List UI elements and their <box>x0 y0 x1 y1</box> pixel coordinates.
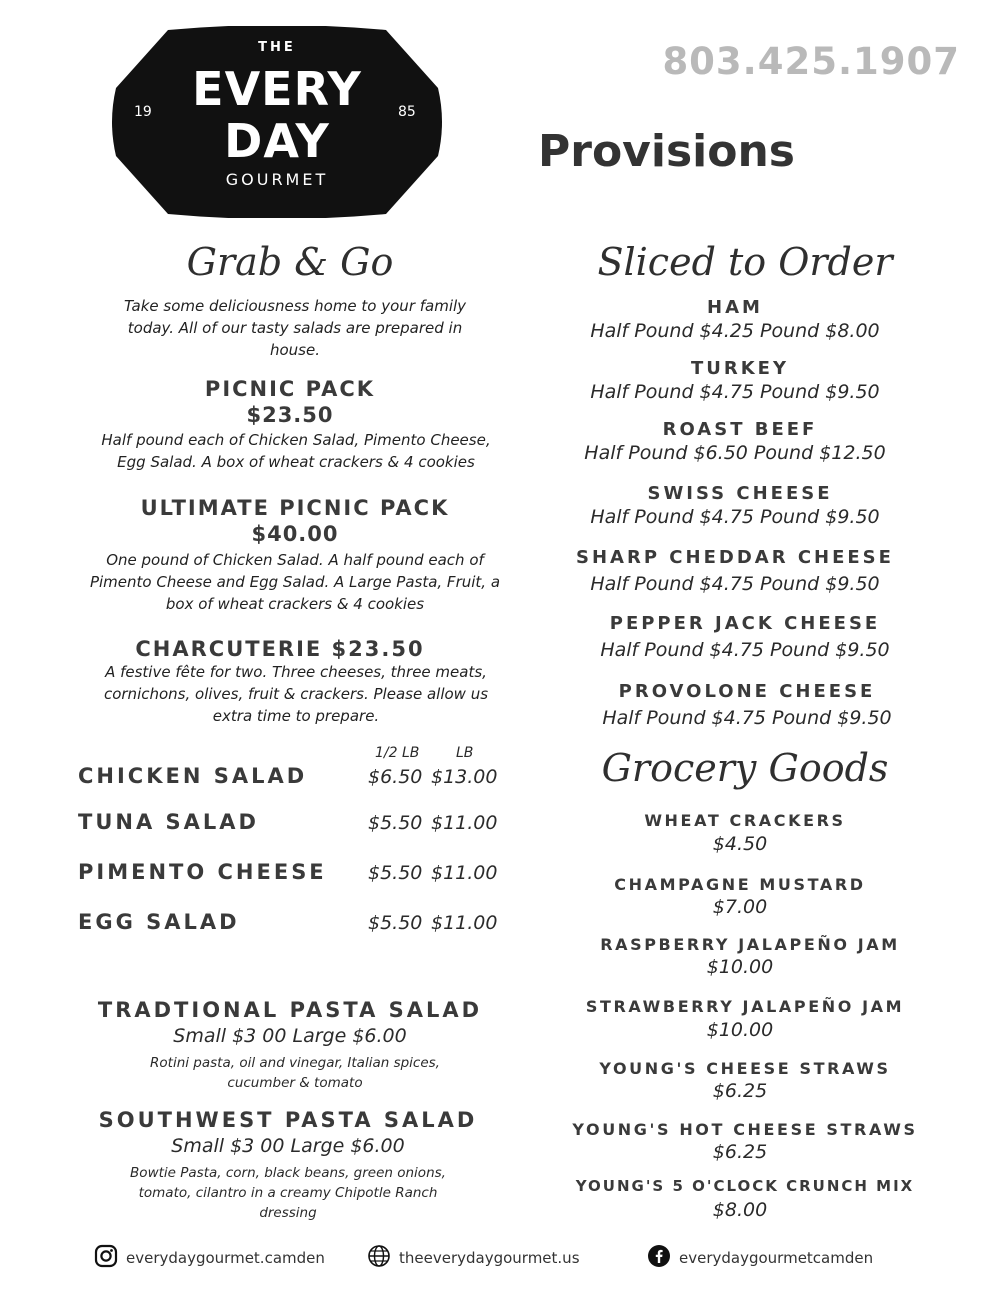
sliced-item-prices: Half Pound $4.25 Pound $8.00 <box>590 320 880 342</box>
pack-name: PICNIC PACK <box>204 377 376 401</box>
salad-row <box>78 910 508 940</box>
sliced-item-name: SHARP CHEDDAR CHEESE <box>576 547 894 568</box>
sliced-item-prices: Half Pound $4.75 Pound $9.50 <box>590 381 880 403</box>
salad-price-lb: $11.00 <box>431 812 498 834</box>
logo-sub: GOURMET <box>225 170 329 189</box>
sliced-item-prices: Half Pound $4.75 Pound $9.50 <box>602 707 892 729</box>
instagram-handle: everydaygourmet.camden <box>126 1249 325 1267</box>
grocery-item-name: RASPBERRY JALAPEÑO JAM <box>600 935 900 954</box>
pack-desc: A festive fête for two. Three cheeses, three meats, cornichons, olives, fruit & crackers. Please allow us extra time to prepare. <box>103 663 489 725</box>
logo-year-left: 19 <box>134 104 152 120</box>
grocery-item-name: CHAMPAGNE MUSTARD <box>614 875 866 894</box>
grocery-item-price: $10.00 <box>706 1019 774 1041</box>
website-url: theeverydaygourmet.us <box>399 1249 580 1267</box>
grocery-item-name: YOUNG'S 5 O'CLOCK CRUNCH MIX <box>575 1177 915 1195</box>
facebook-icon <box>647 1244 671 1273</box>
sliced-item-name: PEPPER JACK CHEESE <box>609 613 881 634</box>
page-title: Provisions <box>538 126 795 177</box>
facebook-handle: everydaygourmetcamden <box>679 1249 874 1267</box>
salad-name: TUNA SALAD <box>78 810 259 834</box>
pasta-desc: Rotini pasta, oil and vinegar, Italian spices, cucumber & tomato <box>150 1055 440 1091</box>
pack-desc: Half pound each of Chicken Salad, Pimento Cheese, Egg Salad. A box of wheat crackers & 4 cookies <box>101 431 491 471</box>
sliced-item-name: TURKEY <box>690 358 790 379</box>
sliced-item-name: SWISS CHEESE <box>647 483 833 504</box>
instagram-link[interactable] <box>94 1245 325 1271</box>
pasta-name: TRADTIONAL PASTA SALAD <box>97 998 483 1022</box>
salad-header-half: 1/2 LB <box>375 745 420 761</box>
pack-price: $23.50 <box>246 403 334 427</box>
pack-name: CHARCUTERIE $23.50 <box>135 637 425 661</box>
grocery-item-price: $8.00 <box>712 1199 768 1221</box>
sliced-item-name: HAM <box>707 297 763 318</box>
pasta-desc: Bowtie Pasta, corn, black beans, green onions, tomato, cilantro in a creamy Chipotle Ranch dressing <box>130 1165 446 1221</box>
pasta-sizes: Small $3 00 Large $6.00 <box>173 1025 407 1047</box>
grocery-item-name: STRAWBERRY JALAPEÑO JAM <box>585 997 905 1016</box>
logo-the: THE <box>258 40 296 55</box>
grocery-item-name: WHEAT CRACKERS <box>644 811 846 830</box>
salad-price-lb: $11.00 <box>431 912 498 934</box>
sliced-item-prices: Half Pound $4.75 Pound $9.50 <box>590 573 880 595</box>
website-link[interactable] <box>367 1245 580 1271</box>
facebook-link[interactable] <box>647 1245 873 1271</box>
logo <box>108 26 446 218</box>
instagram-icon <box>94 1244 118 1273</box>
grocery-item-price: $10.00 <box>706 956 774 978</box>
salad-header-lb: LB <box>456 745 474 761</box>
grab-go-heading: Grab & Go <box>186 240 394 284</box>
salad-price-lb: $11.00 <box>431 862 498 884</box>
pasta-sizes: Small $3 00 Large $6.00 <box>171 1135 405 1157</box>
salad-name: PIMENTO CHEESE <box>78 860 327 884</box>
salad-price-half: $5.50 <box>368 862 423 884</box>
grocery-item-price: $4.50 <box>712 833 768 855</box>
sliced-item-name: PROVOLONE CHEESE <box>618 681 876 702</box>
sliced-item-prices: Half Pound $4.75 Pound $9.50 <box>600 639 890 661</box>
grocery-item-name: YOUNG'S HOT CHEESE STRAWS <box>572 1120 918 1139</box>
grocery-item-price: $6.25 <box>712 1080 768 1102</box>
pack-price: $40.00 <box>251 522 339 546</box>
salad-price-half: $5.50 <box>368 912 423 934</box>
grocery-heading: Grocery Goods <box>601 746 889 790</box>
phone-number: 803.425.1907 <box>662 40 960 83</box>
salad-row <box>78 860 508 890</box>
pack-name: ULTIMATE PICNIC PACK <box>140 496 450 520</box>
logo-line1: EVERY <box>192 62 362 116</box>
sliced-item-name: ROAST BEEF <box>662 419 818 440</box>
salad-row <box>78 810 508 840</box>
grocery-item-price: $6.25 <box>712 1141 768 1163</box>
sliced-heading: Sliced to Order <box>597 240 893 284</box>
pasta-name: SOUTHWEST PASTA SALAD <box>98 1108 478 1132</box>
globe-icon <box>367 1244 391 1273</box>
pack-desc: One pound of Chicken Salad. A half pound each of Pimento Cheese and Egg Salad. A Large Pasta, Fruit, a box of wheat crackers & 4 cookies <box>89 551 501 613</box>
sliced-item-prices: Half Pound $6.50 Pound $12.50 <box>584 442 886 464</box>
salad-price-half: $5.50 <box>368 812 423 834</box>
salad-price-lb: $13.00 <box>431 766 498 788</box>
grocery-item-name: YOUNG'S CHEESE STRAWS <box>599 1059 891 1078</box>
grab-go-intro: Take some deliciousness home to your family today. All of our tasty salads are prepared in house. <box>123 297 467 359</box>
grocery-item-price: $7.00 <box>712 896 768 918</box>
logo-line2: DAY <box>224 114 330 168</box>
salad-row <box>78 764 508 794</box>
logo-year-right: 85 <box>398 104 416 120</box>
salad-price-half: $6.50 <box>368 766 423 788</box>
salad-name: EGG SALAD <box>78 910 240 934</box>
salad-name: CHICKEN SALAD <box>78 764 308 788</box>
sliced-item-prices: Half Pound $4.75 Pound $9.50 <box>590 506 880 528</box>
